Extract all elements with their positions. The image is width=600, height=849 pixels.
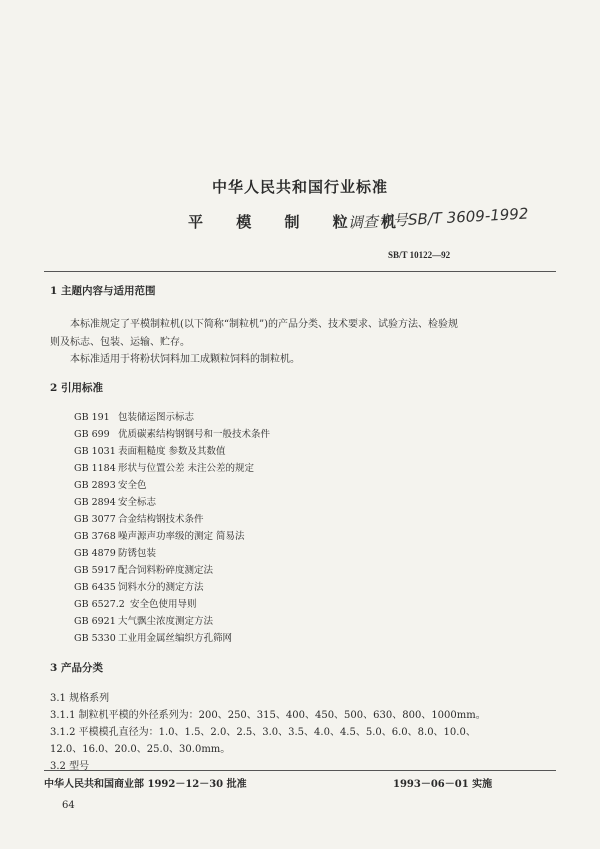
reference-title: 安全标志 — [118, 497, 157, 508]
reference-code: GB 5330 — [74, 633, 116, 644]
reference-title: 饲料水分的测定方法 — [118, 582, 204, 593]
reference-item — [74, 409, 194, 423]
reference-item — [74, 562, 213, 576]
reference-item — [74, 477, 147, 491]
reference-title: 安全色使用导则 — [130, 599, 197, 610]
clause-3-2: 3.2 型号 — [50, 761, 90, 772]
reference-code: GB 2894 — [74, 497, 116, 508]
header-rule — [44, 271, 556, 272]
standard-number: SB/T 10122—92 — [388, 250, 451, 260]
reference-code: GB 3768 — [74, 531, 116, 542]
effective-date: 1993－06－01 实施 — [393, 779, 493, 790]
reference-item — [74, 511, 204, 525]
reference-title: 表面粗糙度 参数及其数值 — [118, 446, 226, 457]
section-1-para2: 本标准适用于将粉状饲料加工成颗粒饲料的制粒机。 — [70, 354, 300, 365]
reference-code: GB 2893 — [74, 480, 116, 491]
reference-item — [74, 528, 245, 542]
section-1-para1-line2: 则及标志、包装、运输、贮存。 — [50, 337, 190, 348]
reference-code: GB 5917 — [74, 565, 116, 576]
reference-title: 包装储运图示标志 — [118, 412, 195, 423]
clause-3-1-1: 3.1.1 制粒机平模的外径系列为：200、250、315、400、450、500、630、800、1000mm。 — [50, 710, 486, 721]
reference-item — [74, 630, 232, 644]
section-3-heading: 3 产品分类 — [50, 662, 103, 674]
reference-title: 形状与位置公差 未注公差的规定 — [118, 463, 255, 474]
handwritten-note: 调查书号SB/T 3609-1992 — [347, 204, 529, 232]
reference-item — [74, 613, 213, 627]
clause-3-1-2-line1: 3.1.2 平模模孔直径为：1.0、1.5、2.0、2.5、3.0、3.5、4.0、4.5、5.0、6.0、8.0、10.0、 — [50, 727, 476, 738]
section-1-para1-line1: 本标准规定了平模制粒机(以下简称“制粒机”)的产品分类、技术要求、试验方法、检验规 — [70, 319, 459, 330]
reference-code: GB 6921 — [74, 616, 116, 627]
reference-code: GB 6527.2 — [74, 599, 125, 610]
reference-title: 工业用金属丝编织方孔筛网 — [118, 633, 233, 644]
reference-title: 安全色 — [118, 480, 147, 491]
reference-item — [74, 426, 270, 440]
reference-code: GB 1184 — [74, 463, 116, 474]
reference-title: 防锈包装 — [118, 548, 157, 559]
clause-3-1: 3.1 规格系列 — [50, 693, 110, 704]
reference-code: GB 3077 — [74, 514, 116, 525]
reference-title: 噪声源声功率级的测定 简易法 — [118, 531, 245, 542]
reference-item — [74, 579, 204, 593]
reference-item — [74, 596, 197, 610]
document-title: 平 模 制 粒 机 — [188, 213, 410, 231]
page-number: 64 — [62, 800, 75, 811]
reference-item — [74, 545, 156, 559]
reference-item — [74, 494, 156, 508]
reference-code: GB 1031 — [74, 446, 116, 457]
reference-code: GB 4879 — [74, 548, 116, 559]
standard-category: 中华人民共和国行业标准 — [211, 178, 388, 196]
clause-3-1-2-line2: 12.0、16.0、20.0、25.0、30.0mm。 — [50, 744, 231, 755]
reference-title: 合金结构钢技术条件 — [118, 514, 204, 525]
reference-title: 大气飘尘浓度测定方法 — [118, 616, 214, 627]
reference-code: GB 699 — [74, 429, 110, 440]
approval-line: 中华人民共和国商业部 1992－12－30 批准 — [44, 779, 247, 790]
reference-title: 配合饲料粉碎度测定法 — [118, 565, 214, 576]
reference-item — [74, 460, 254, 474]
reference-item — [74, 443, 226, 457]
reference-title: 优质碳素结构钢钢号和一般技术条件 — [118, 429, 271, 440]
reference-code: GB 6435 — [74, 582, 116, 593]
reference-code: GB 191 — [74, 412, 110, 423]
section-1-heading: 1 主题内容与适用范围 — [50, 285, 156, 297]
footer-rule — [44, 770, 556, 771]
section-2-heading: 2 引用标准 — [50, 382, 103, 394]
